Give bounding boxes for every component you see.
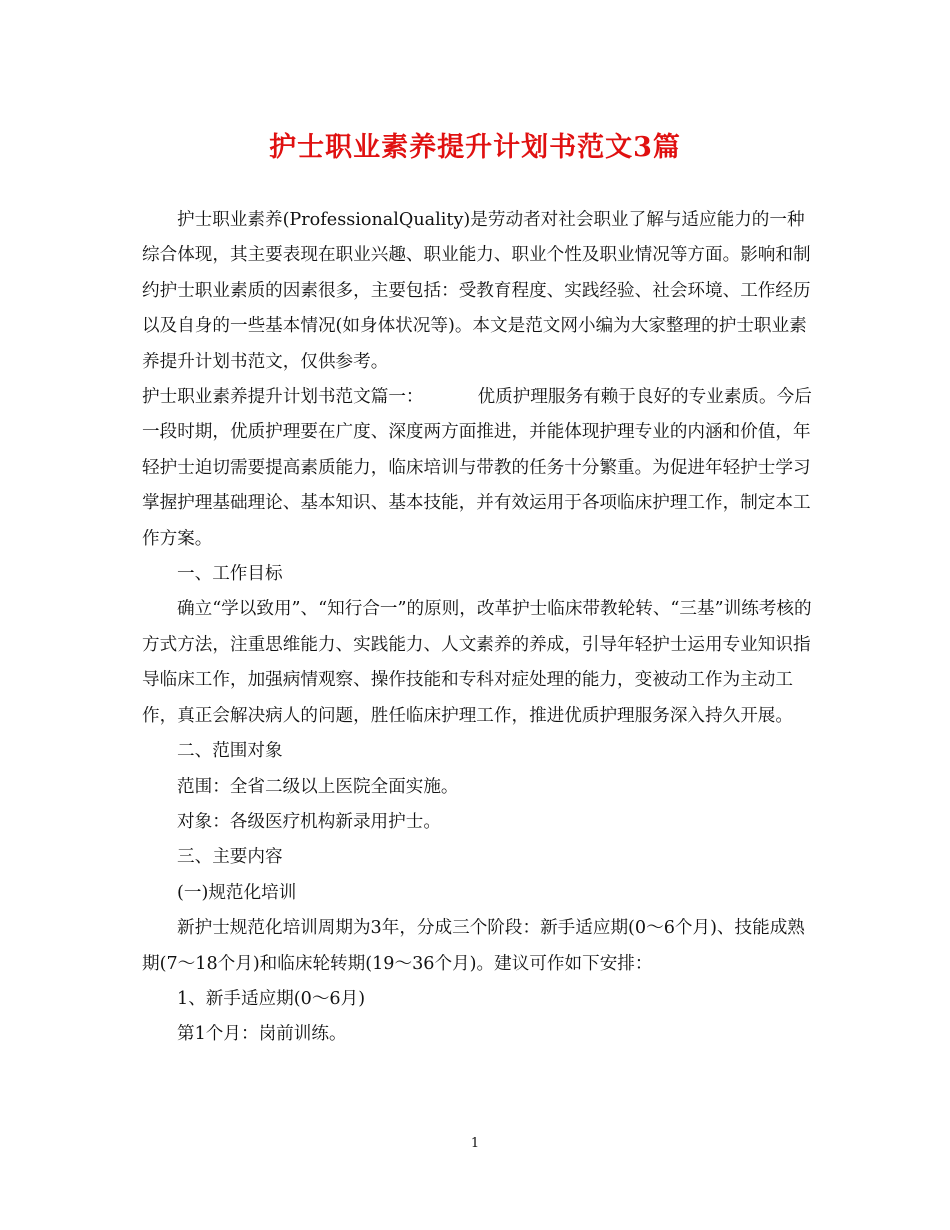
- target-paragraph: 对象：各级医疗机构新录用护士。: [177, 811, 441, 832]
- section-one-label: 护士职业素养提升计划书范文篇一：: [142, 387, 424, 408]
- section-one-text: 优质护理服务有赖于良好的专业素质。今后一段时期，优质护理要在广度、深度两方面推进，并能体现护理专业的内涵和价值，年轻护士迫切需要提高素质能力，临床培训与带教的任务十分繁重。为促进年轻护士学习掌握护理基础理论、基本知识、基本技能，并有效运用于各项临床护理工作，制定本工作方案。: [142, 387, 812, 549]
- page-number: 1: [470, 1136, 480, 1151]
- intro-paragraph: 护士职业素养(ProfessionalQuality)是劳动者对社会职业了解与适应能力的一种综合体现，其主要表现在职业兴趣、职业能力、职业个性及职业情况等方面。影响和制约护士职业素质的因素很多，主要包括：受教育程度、实践经验、社会环境、工作经历以及自身的一些基本情况(如身体状况等)。本文是范文网小编为大家整理的护士职业素养提升计划书范文，仅供参考。: [142, 210, 811, 372]
- goals-paragraph: 确立“学以致用”、“知行合一”的原则，改革护士临床带教轮转、“三基”训练考核的方式方法，注重思维能力、实践能力、人文素养的养成，引导年轻护士运用专业知识指导临床工作，加强病情观察、操作技能和专科对症处理的能力，变被动工作为主动工作，真正会解决病人的问题，胜任临床护理工作，推进优质护理服务深入持久开展。: [142, 599, 812, 726]
- document-title: 护士职业素养提升计划书范文3篇: [269, 132, 681, 163]
- section-one-paragraph: [142, 380, 812, 557]
- month-one-paragraph: 第1个月：岗前训练。: [177, 1024, 347, 1045]
- heading-content: 三、主要内容: [177, 847, 283, 868]
- scope-paragraph: 范围：全省二级以上医院全面实施。: [177, 776, 459, 797]
- heading-scope: 二、范围对象: [177, 741, 283, 762]
- subheading-training: (一)规范化培训: [177, 882, 297, 903]
- training-paragraph: 新护士规范化培训周期为3年，分成三个阶段：新手适应期(0～6个月)、技能成熟期(7～18个月)和临床轮转期(19～36个月)。建议可作如下安排：: [142, 918, 805, 974]
- document-body: [142, 203, 812, 1053]
- phase-one-heading: 1、新手适应期(0～6月): [177, 988, 366, 1009]
- heading-goals: 一、工作目标: [177, 564, 283, 585]
